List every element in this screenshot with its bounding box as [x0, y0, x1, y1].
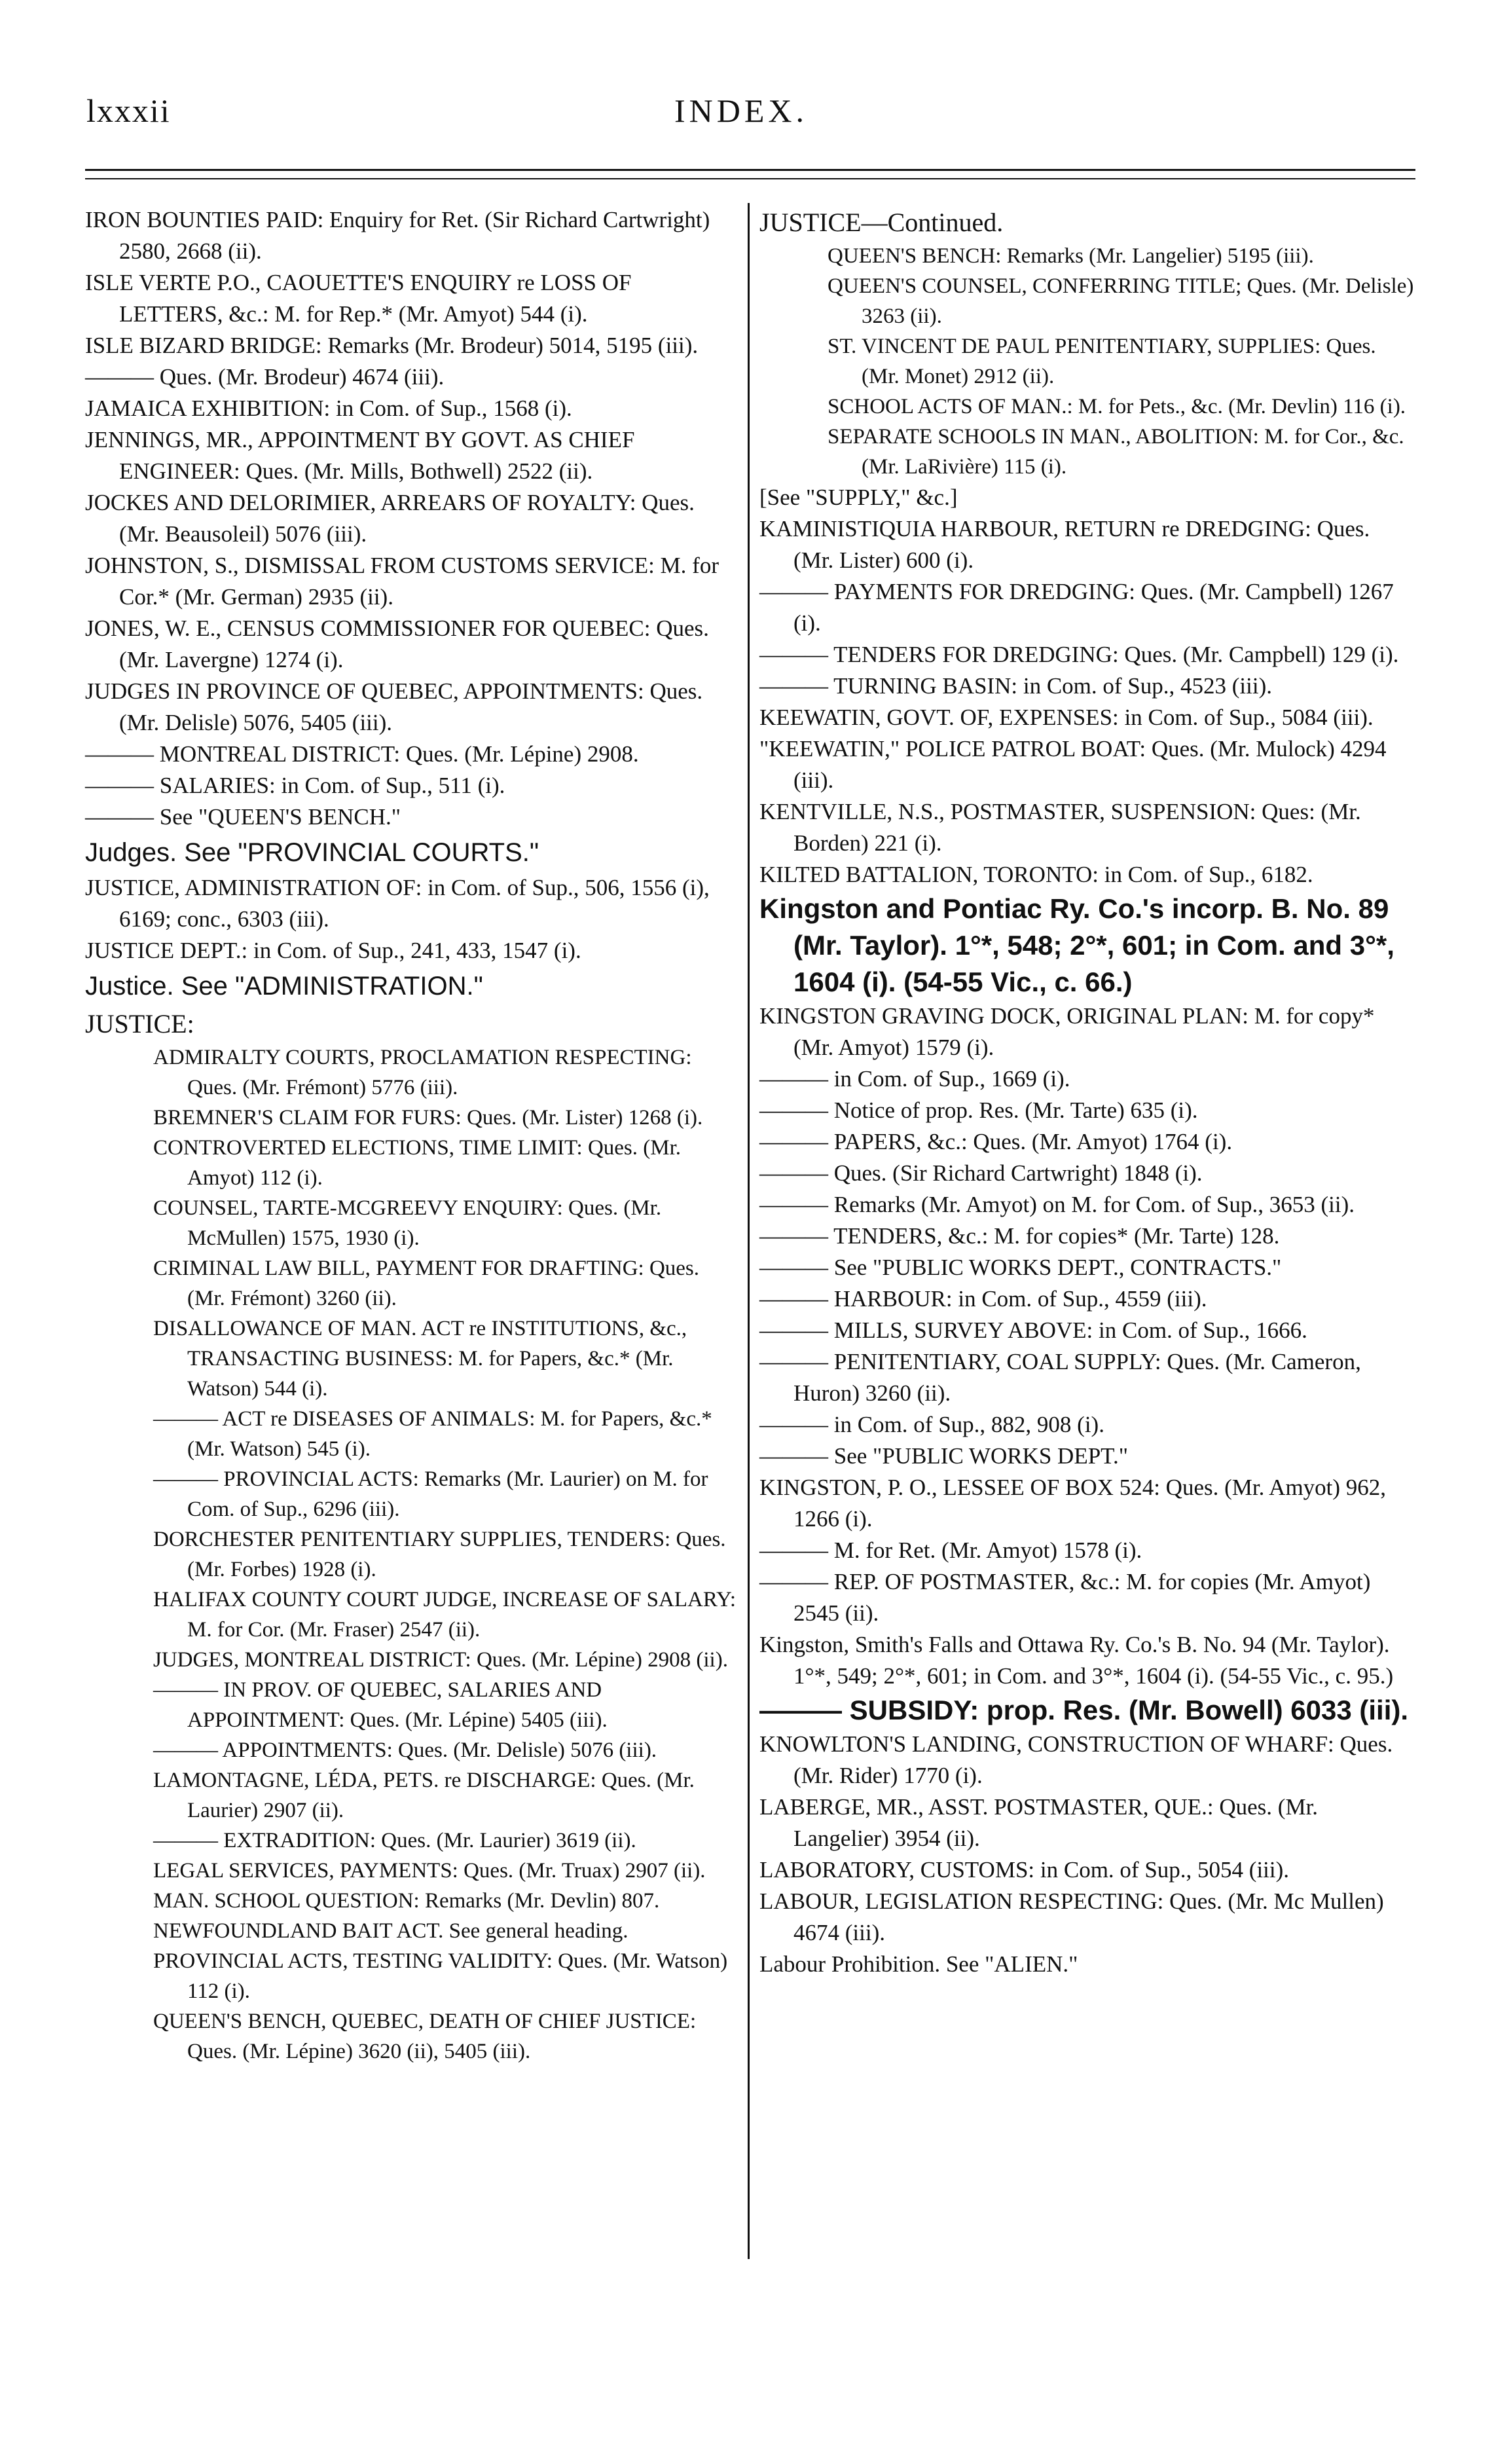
index-entry: ——— See "PUBLIC WORKS DEPT." — [759, 1443, 1128, 1469]
index-entry: ——— M. for Ret. (Mr. Amyot) 1578 (i). — [759, 1537, 1142, 1563]
index-entry: KINGSTON GRAVING DOCK, ORIGINAL PLAN: M. for copy* (Mr. Amyot) 1579 (i). — [759, 1003, 1375, 1060]
page-title: INDEX. — [674, 92, 809, 129]
index-entry: JUSTICE DEPT.: in Com. of Sup., 241, 433, 1547 (i). — [85, 938, 581, 963]
index-heading: JUSTICE—Continued. — [759, 208, 1004, 237]
index-subentry: SCHOOL ACTS OF MAN.: M. for Pets., &c. (Mr. Devlin) 116 (i). — [828, 395, 1406, 418]
index-subentry: CONTROVERTED ELECTIONS, TIME LIMIT: Ques. (Mr. Amyot) 112 (i). — [153, 1136, 682, 1190]
index-subentry: PROVINCIAL ACTS, TESTING VALIDITY: Ques. (Mr. Watson) 112 (i). — [153, 1949, 728, 2003]
index-subentry: BREMNER'S CLAIM FOR FURS: Ques. (Mr. Lister) 1268 (i). — [153, 1106, 703, 1130]
index-subentry: CRIMINAL LAW BILL, PAYMENT FOR DRAFTING: Ques. (Mr. Frémont) 3260 (ii). — [153, 1257, 700, 1310]
left-column — [85, 204, 738, 2067]
index-entry: ——— SALARIES: in Com. of Sup., 511 (i). — [85, 773, 505, 798]
index-subentry: ——— APPOINTMENTS: Ques. (Mr. Delisle) 5076 (iii). — [153, 1738, 657, 1762]
index-entry: JENNINGS, MR., APPOINTMENT BY GOVT. AS CHIEF ENGINEER: Ques. (Mr. Mills, Bothwell) 2522 (ii). — [85, 427, 635, 484]
index-subentry: QUEEN'S COUNSEL, CONFERRING TITLE; Ques. (Mr. Delisle) 3263 (ii). — [828, 274, 1414, 328]
index-subentry: DORCHESTER PENITENTIARY SUPPLIES, TENDERS: Ques. (Mr. Forbes) 1928 (i). — [153, 1528, 726, 1581]
index-subentry: ST. VINCENT DE PAUL PENITENTIARY, SUPPLIES: Ques. (Mr. Monet) 2912 (ii). — [828, 335, 1376, 388]
index-entry: ISLE BIZARD BRIDGE: Remarks (Mr. Brodeur) 5014, 5195 (iii). — [85, 333, 699, 358]
index-entry: ——— PAYMENTS FOR DREDGING: Ques. (Mr. Campbell) 1267 (i). — [759, 579, 1394, 636]
index-entry: ——— Ques. (Sir Richard Cartwright) 1848 (i). — [759, 1160, 1203, 1186]
index-subentry: HALIFAX COUNTY COURT JUDGE, INCREASE OF SALARY: M. for Cor. (Mr. Fraser) 2547 (ii). — [153, 1588, 737, 1642]
index-subentry: MAN. SCHOOL QUESTION: Remarks (Mr. Devlin) 807. — [153, 1889, 660, 1913]
index-entry: ——— See "QUEEN'S BENCH." — [85, 804, 401, 830]
index-entry: [See "SUPPLY," &c.] — [759, 485, 958, 510]
index-entry: ——— PAPERS, &c.: Ques. (Mr. Amyot) 1764 (i). — [759, 1129, 1233, 1154]
header-rule — [85, 169, 1415, 171]
index-subentry: ——— ACT re DISEASES OF ANIMALS: M. for Papers, &c.* (Mr. Watson) 545 (i). — [153, 1407, 712, 1461]
index-subentry: ADMIRALTY COURTS, PROCLAMATION RESPECTING: Ques. (Mr. Frémont) 5776 (iii). — [153, 1046, 692, 1099]
index-entry: KENTVILLE, N.S., POSTMASTER, SUSPENSION: Ques: (Mr. Borden) 221 (i). — [759, 799, 1361, 856]
index-entry: Labour Prohibition. See "ALIEN." — [759, 1951, 1078, 1977]
index-entry: ——— in Com. of Sup., 882, 908 (i). — [759, 1412, 1104, 1437]
index-heading: JUSTICE: — [85, 1009, 194, 1039]
index-entry: ——— TENDERS, &c.: M. for copies* (Mr. Tarte) 128. — [759, 1223, 1280, 1249]
index-subentry: LAMONTAGNE, LÉDA, PETS. re DISCHARGE: Ques. (Mr. Laurier) 2907 (ii). — [153, 1769, 695, 1822]
index-entry: ——— See "PUBLIC WORKS DEPT., CONTRACTS." — [759, 1255, 1282, 1280]
right-column — [759, 204, 1414, 1980]
index-subentry: JUDGES, MONTREAL DISTRICT: Ques. (Mr. Lépine) 2908 (ii). — [153, 1648, 728, 1672]
index-entry: Judges. See "PROVINCIAL COURTS." — [85, 838, 539, 867]
index-entry: LABORATORY, CUSTOMS: in Com. of Sup., 5054 (iii). — [759, 1857, 1290, 1883]
index-subentry: NEWFOUNDLAND BAIT ACT. See general heading. — [153, 1919, 629, 1943]
index-entry: JAMAICA EXHIBITION: in Com. of Sup., 1568 (i). — [85, 395, 572, 421]
header-rule-thin — [85, 178, 1415, 179]
index-subentry: QUEEN'S BENCH: Remarks (Mr. Langelier) 5195 (iii). — [828, 244, 1314, 268]
index-subentry: LEGAL SERVICES, PAYMENTS: Ques. (Mr. Truax) 2907 (ii). — [153, 1859, 706, 1883]
index-entry: ——— MONTREAL DISTRICT: Ques. (Mr. Lépine) 2908. — [85, 741, 639, 767]
index-entry: JOHNSTON, S., DISMISSAL FROM CUSTOMS SERVICE: M. for Cor.* (Mr. German) 2935 (ii). — [85, 553, 719, 610]
index-entry: KILTED BATTALION, TORONTO: in Com. of Sup., 6182. — [759, 862, 1313, 887]
index-entry: JONES, W. E., CENSUS COMMISSIONER FOR QUEBEC: Ques. (Mr. Lavergne) 1274 (i). — [85, 616, 709, 672]
index-entry: IRON BOUNTIES PAID: Enquiry for Ret. (Sir Richard Cartwright) 2580, 2668 (ii). — [85, 207, 710, 264]
index-entry: ——— SUBSIDY: prop. Res. (Mr. Bowell) 6033 (iii). — [759, 1695, 1409, 1725]
index-entry: KINGSTON, P. O., LESSEE OF BOX 524: Ques. (Mr. Amyot) 962, 1266 (i). — [759, 1475, 1387, 1532]
index-entry: Kingston, Smith's Falls and Ottawa Ry. Co.'s B. No. 94 (Mr. Taylor). 1°*, 549; 2°*, 601; in Com. and 3°*, 1604 (i). (54-55 Vic., c. 95.) — [759, 1632, 1394, 1689]
index-subentry: SEPARATE SCHOOLS IN MAN., ABOLITION: M. for Cor., &c. (Mr. LaRivière) 115 (i). — [828, 425, 1404, 479]
index-entry: KEEWATIN, GOVT. OF, EXPENSES: in Com. of Sup., 5084 (iii). — [759, 705, 1374, 730]
index-entry: LABERGE, MR., ASST. POSTMASTER, QUE.: Ques. (Mr. Langelier) 3954 (ii). — [759, 1794, 1319, 1851]
index-entry: JUSTICE, ADMINISTRATION OF: in Com. of Sup., 506, 1556 (i), 6169; conc., 6303 (iii). — [85, 875, 710, 932]
index-entry: ——— HARBOUR: in Com. of Sup., 4559 (iii). — [759, 1286, 1207, 1312]
index-entry: JUDGES IN PROVINCE OF QUEBEC, APPOINTMENTS: Ques. (Mr. Delisle) 5076, 5405 (iii). — [85, 678, 703, 735]
index-subentry: ——— PROVINCIAL ACTS: Remarks (Mr. Laurier) on M. for Com. of Sup., 6296 (iii). — [153, 1467, 708, 1521]
index-entry: ——— TENDERS FOR DREDGING: Ques. (Mr. Campbell) 129 (i). — [759, 642, 1399, 667]
index-entry: LABOUR, LEGISLATION RESPECTING: Ques. (Mr. Mc Mullen) 4674 (iii). — [759, 1888, 1384, 1945]
index-entry: Kingston and Pontiac Ry. Co.'s incorp. B. No. 89 (Mr. Taylor). 1°*, 548; 2°*, 601; in Com. and 3°*, 1604 (i). (54-55 Vic., c. 66.) — [759, 893, 1394, 997]
index-entry: KNOWLTON'S LANDING, CONSTRUCTION OF WHARF: Ques. (Mr. Rider) 1770 (i). — [759, 1731, 1393, 1788]
index-subentry: ——— IN PROV. OF QUEBEC, SALARIES AND APPOINTMENT: Ques. (Mr. Lépine) 5405 (iii). — [153, 1678, 608, 1732]
index-entry: ——— MILLS, SURVEY ABOVE: in Com. of Sup., 1666. — [759, 1317, 1307, 1343]
index-entry: "KEEWATIN," POLICE PATROL BOAT: Ques. (Mr. Mulock) 4294 (iii). — [759, 736, 1387, 793]
index-entry: ISLE VERTE P.O., CAOUETTE'S ENQUIRY re LOSS OF LETTERS, &c.: M. for Rep.* (Mr. Amyot) 544 (i). — [85, 270, 632, 327]
page-number: lxxxii — [86, 92, 171, 129]
index-subentry: COUNSEL, TARTE-MCGREEVY ENQUIRY: Ques. (Mr. McMullen) 1575, 1930 (i). — [153, 1196, 662, 1250]
index-subentry: ——— EXTRADITION: Ques. (Mr. Laurier) 3619 (ii). — [153, 1829, 636, 1852]
index-entry: ——— Notice of prop. Res. (Mr. Tarte) 635 (i). — [759, 1097, 1198, 1123]
index-entry: JOCKES AND DELORIMIER, ARREARS OF ROYALTY: Ques. (Mr. Beausoleil) 5076 (iii). — [85, 490, 695, 547]
index-entry: ——— TURNING BASIN: in Com. of Sup., 4523 (iii). — [759, 673, 1272, 699]
index-entry: ——— PENITENTIARY, COAL SUPPLY: Ques. (Mr. Cameron, Huron) 3260 (ii). — [759, 1349, 1361, 1406]
column-divider — [748, 203, 750, 2259]
index-entry: ——— REP. OF POSTMASTER, &c.: M. for copies (Mr. Amyot) 2545 (ii). — [759, 1569, 1371, 1626]
index-subentry: QUEEN'S BENCH, QUEBEC, DEATH OF CHIEF JUSTICE: Ques. (Mr. Lépine) 3620 (ii), 5405 (iii). — [153, 2010, 697, 2063]
index-entry: ——— in Com. of Sup., 1669 (i). — [759, 1066, 1070, 1092]
index-entry: Justice. See "ADMINISTRATION." — [85, 972, 483, 1001]
index-entry: ——— Ques. (Mr. Brodeur) 4674 (iii). — [85, 364, 445, 390]
index-entry: ——— Remarks (Mr. Amyot) on M. for Com. of Sup., 3653 (ii). — [759, 1192, 1355, 1217]
index-entry: KAMINISTIQUIA HARBOUR, RETURN re DREDGING: Ques. (Mr. Lister) 600 (i). — [759, 516, 1370, 573]
index-subentry: DISALLOWANCE OF MAN. ACT re INSTITUTIONS, &c., TRANSACTING BUSINESS: M. for Papers, &c.* (Mr. Watson) 544 (i). — [153, 1317, 687, 1401]
